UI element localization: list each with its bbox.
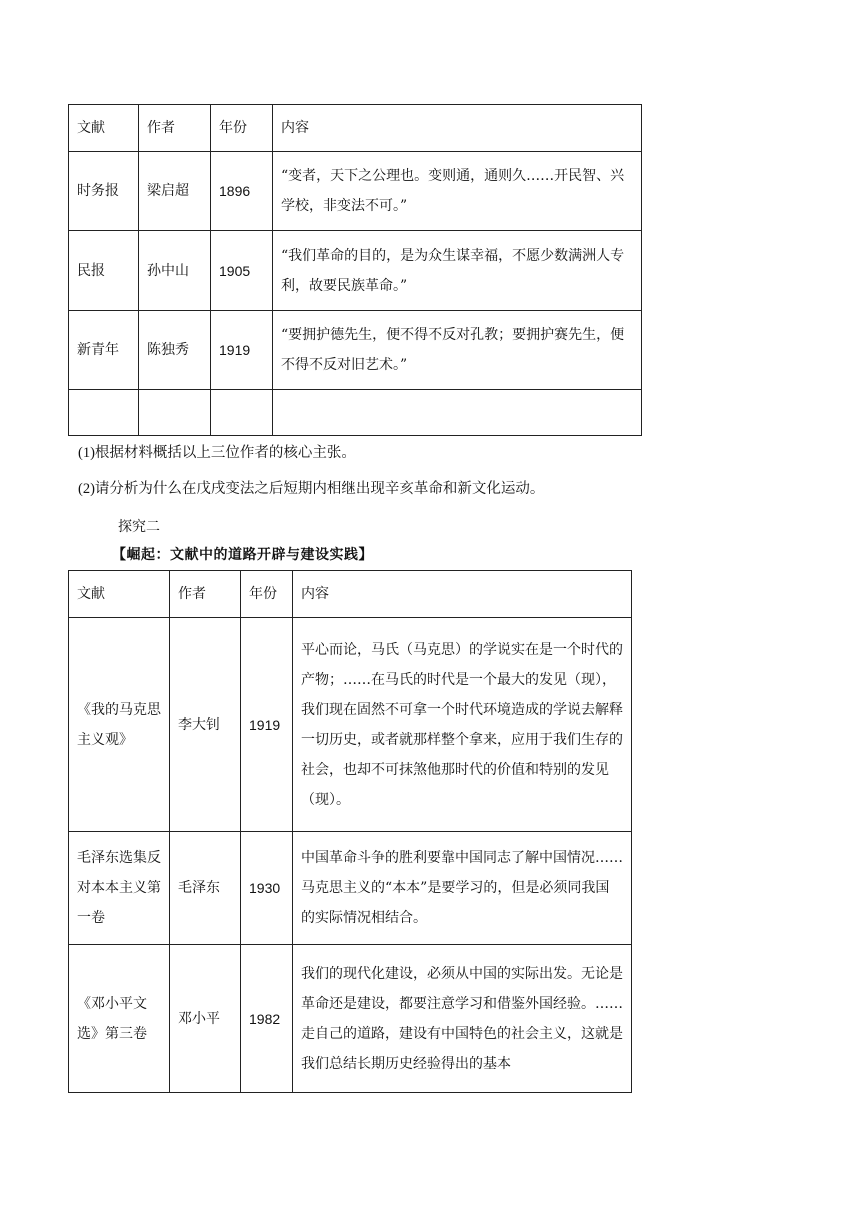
- doc-cell: 毛泽东选集反对本本主义第一卷: [69, 832, 170, 945]
- header-cell: 内容: [273, 105, 642, 152]
- table-row: [69, 832, 632, 945]
- table-header-row: [69, 571, 632, 618]
- year-cell: 1919: [241, 618, 293, 832]
- doc-cell: 民报: [69, 231, 139, 311]
- year-cell: [211, 390, 273, 436]
- content-cell: “我们革命的目的，是为众生谋幸福，不愿少数满洲人专利，故要民族革命。”: [273, 231, 642, 311]
- documents-table-2: [68, 570, 632, 1093]
- table-header-row: [69, 105, 642, 152]
- table-row: [69, 311, 642, 390]
- author-cell: 邓小平: [170, 945, 241, 1093]
- table-row-empty: [69, 390, 642, 436]
- header-cell: 文献: [69, 571, 170, 618]
- doc-cell: 《邓小平文选》第三卷: [69, 945, 170, 1093]
- content-cell: “要拥护德先生，便不得不反对孔教；要拥护赛先生，便不得不反对旧艺术。”: [273, 311, 642, 390]
- table-row: [69, 231, 642, 311]
- doc-cell: 新青年: [69, 311, 139, 390]
- header-cell: 年份: [211, 105, 273, 152]
- doc-cell: [69, 390, 139, 436]
- header-cell: 作者: [139, 105, 211, 152]
- content-cell: [273, 390, 642, 436]
- header-cell: 作者: [170, 571, 241, 618]
- doc-cell: 《我的马克思主义观》: [69, 618, 170, 832]
- table-row: [69, 152, 642, 231]
- section-title: 探究二: [118, 519, 160, 535]
- year-cell: 1919: [211, 311, 273, 390]
- table-row: [69, 945, 632, 1093]
- section-subtitle: 【崛起：文献中的道路开辟与建设实践】: [112, 547, 373, 563]
- author-cell: 陈独秀: [139, 311, 211, 390]
- year-cell: 1982: [241, 945, 293, 1093]
- content-cell: 平心而论，马氏（马克思）的学说实在是一个时代的产物；……在马氏的时代是一个最大的发见（现），我们现在固然不可拿一个时代环境造成的学说去解释一切历史，或者就那样整个拿来，应用于我们生存的社会，也却不可抹煞他那时代的价值和特别的发见（现）。: [293, 618, 632, 832]
- question-2: (2)请分析为什么在戊戌变法之后短期内相继出现辛亥革命和新文化运动。: [78, 481, 545, 497]
- doc-cell: 时务报: [69, 152, 139, 231]
- header-cell: 内容: [293, 571, 632, 618]
- documents-table-1: [68, 104, 642, 436]
- question-1: (1)根据材料概括以上三位作者的核心主张。: [78, 445, 356, 461]
- content-cell: 我们的现代化建设，必须从中国的实际出发。无论是革命还是建设，都要注意学习和借鉴外国经验。……走自己的道路，建设有中国特色的社会主义，这就是我们总结长期历史经验得出的基本: [293, 945, 632, 1093]
- content-cell: “变者，天下之公理也。变则通，通则久……开民智、兴学校，非变法不可。”: [273, 152, 642, 231]
- year-cell: 1905: [211, 231, 273, 311]
- header-cell: 年份: [241, 571, 293, 618]
- content-cell: 中国革命斗争的胜利要靠中国同志了解中国情况……马克思主义的“本本”是要学习的，但是必须同我国的实际情况相结合。: [293, 832, 632, 945]
- author-cell: [139, 390, 211, 436]
- year-cell: 1896: [211, 152, 273, 231]
- year-cell: 1930: [241, 832, 293, 945]
- author-cell: 梁启超: [139, 152, 211, 231]
- author-cell: 毛泽东: [170, 832, 241, 945]
- author-cell: 李大钊: [170, 618, 241, 832]
- author-cell: 孙中山: [139, 231, 211, 311]
- header-cell: 文献: [69, 105, 139, 152]
- table-row: [69, 618, 632, 832]
